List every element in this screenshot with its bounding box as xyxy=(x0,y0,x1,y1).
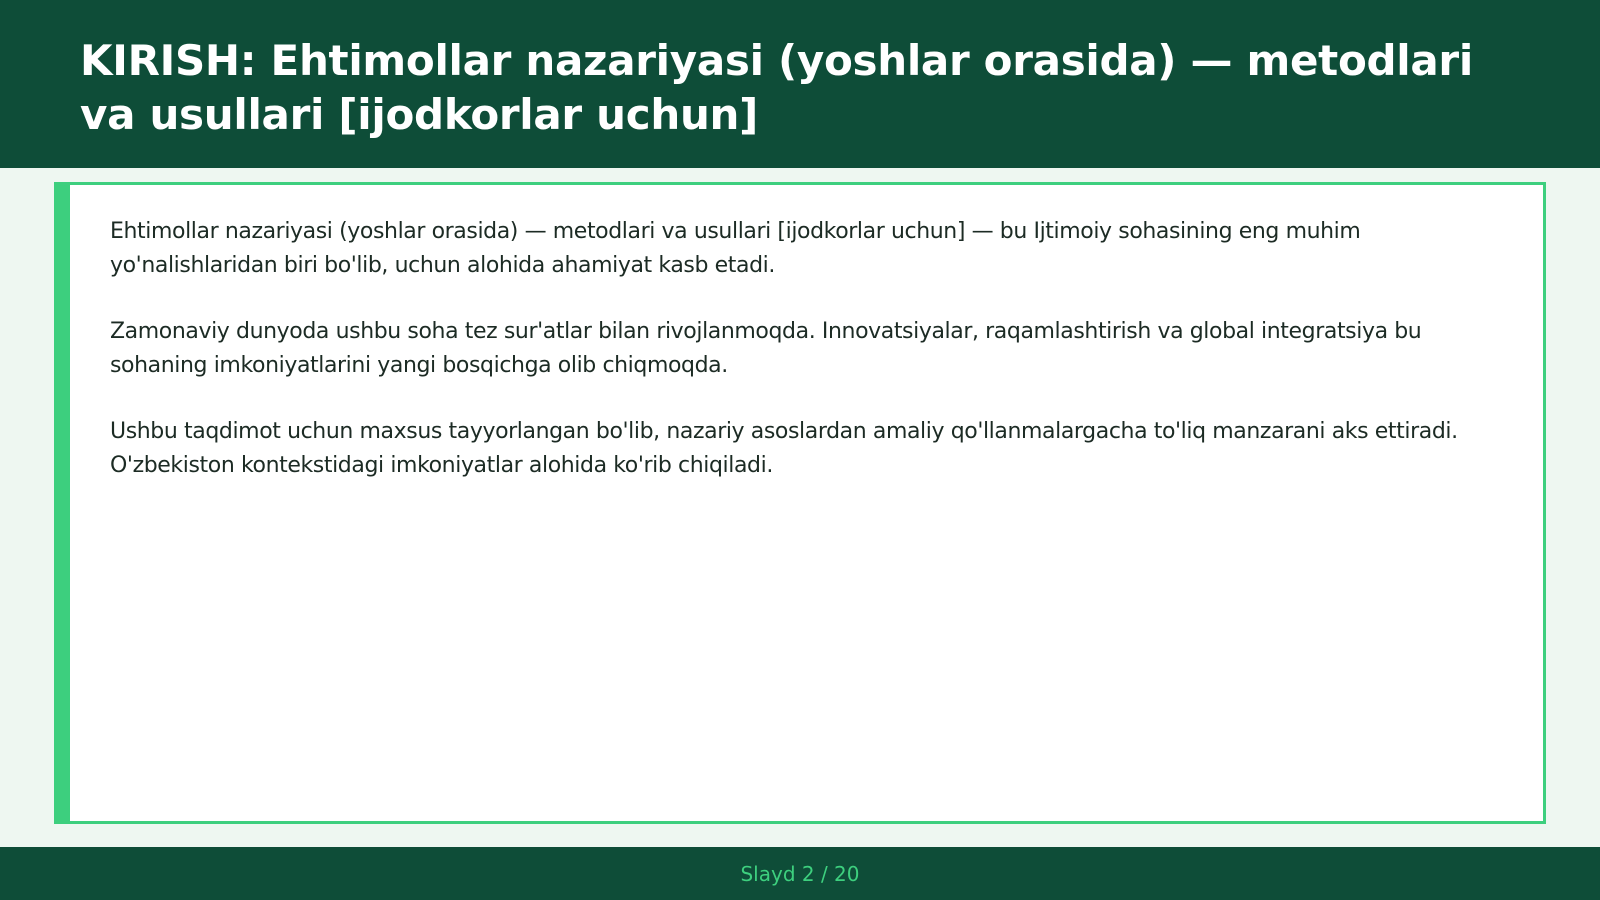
slide-title: KIRISH: Ehtimollar nazariyasi (yoshlar orasida) — metodlari va usullari [ijodkorlar uchun] xyxy=(80,36,1473,139)
presentation-purpose-paragraph: Ushbu taqdimot uchun maxsus tayyorlangan bo'lib, nazariy asoslardan amaliy qo'llanmalargacha to'liq manzarani aks ettiradi. O'zbekiston kontekstidagi imkoniyatlar alohida ko'rib chiqiladi. xyxy=(110,419,1458,478)
slide-footer xyxy=(0,847,1600,900)
content-card xyxy=(54,182,1546,824)
development-paragraph: Zamonaviy dunyoda ushbu soha tez sur'atlar bilan rivojlanmoqda. Innovatsiyalar, raqamlashtirish va global integratsiya bu sohaning imkoniyatlarini yangi bosqichga olib chiqmoqda. xyxy=(110,319,1422,378)
slide-counter: Slayd 2 / 20 xyxy=(740,862,860,886)
slide-header xyxy=(0,0,1600,168)
intro-paragraph: Ehtimollar nazariyasi (yoshlar orasida) — metodlari va usullari [ijodkorlar uchun] — bu Ijtimoiy sohasining eng muhim yo'nalishlaridan biri bo'lib, uchun alohida ahamiyat kasb etadi. xyxy=(110,219,1361,278)
